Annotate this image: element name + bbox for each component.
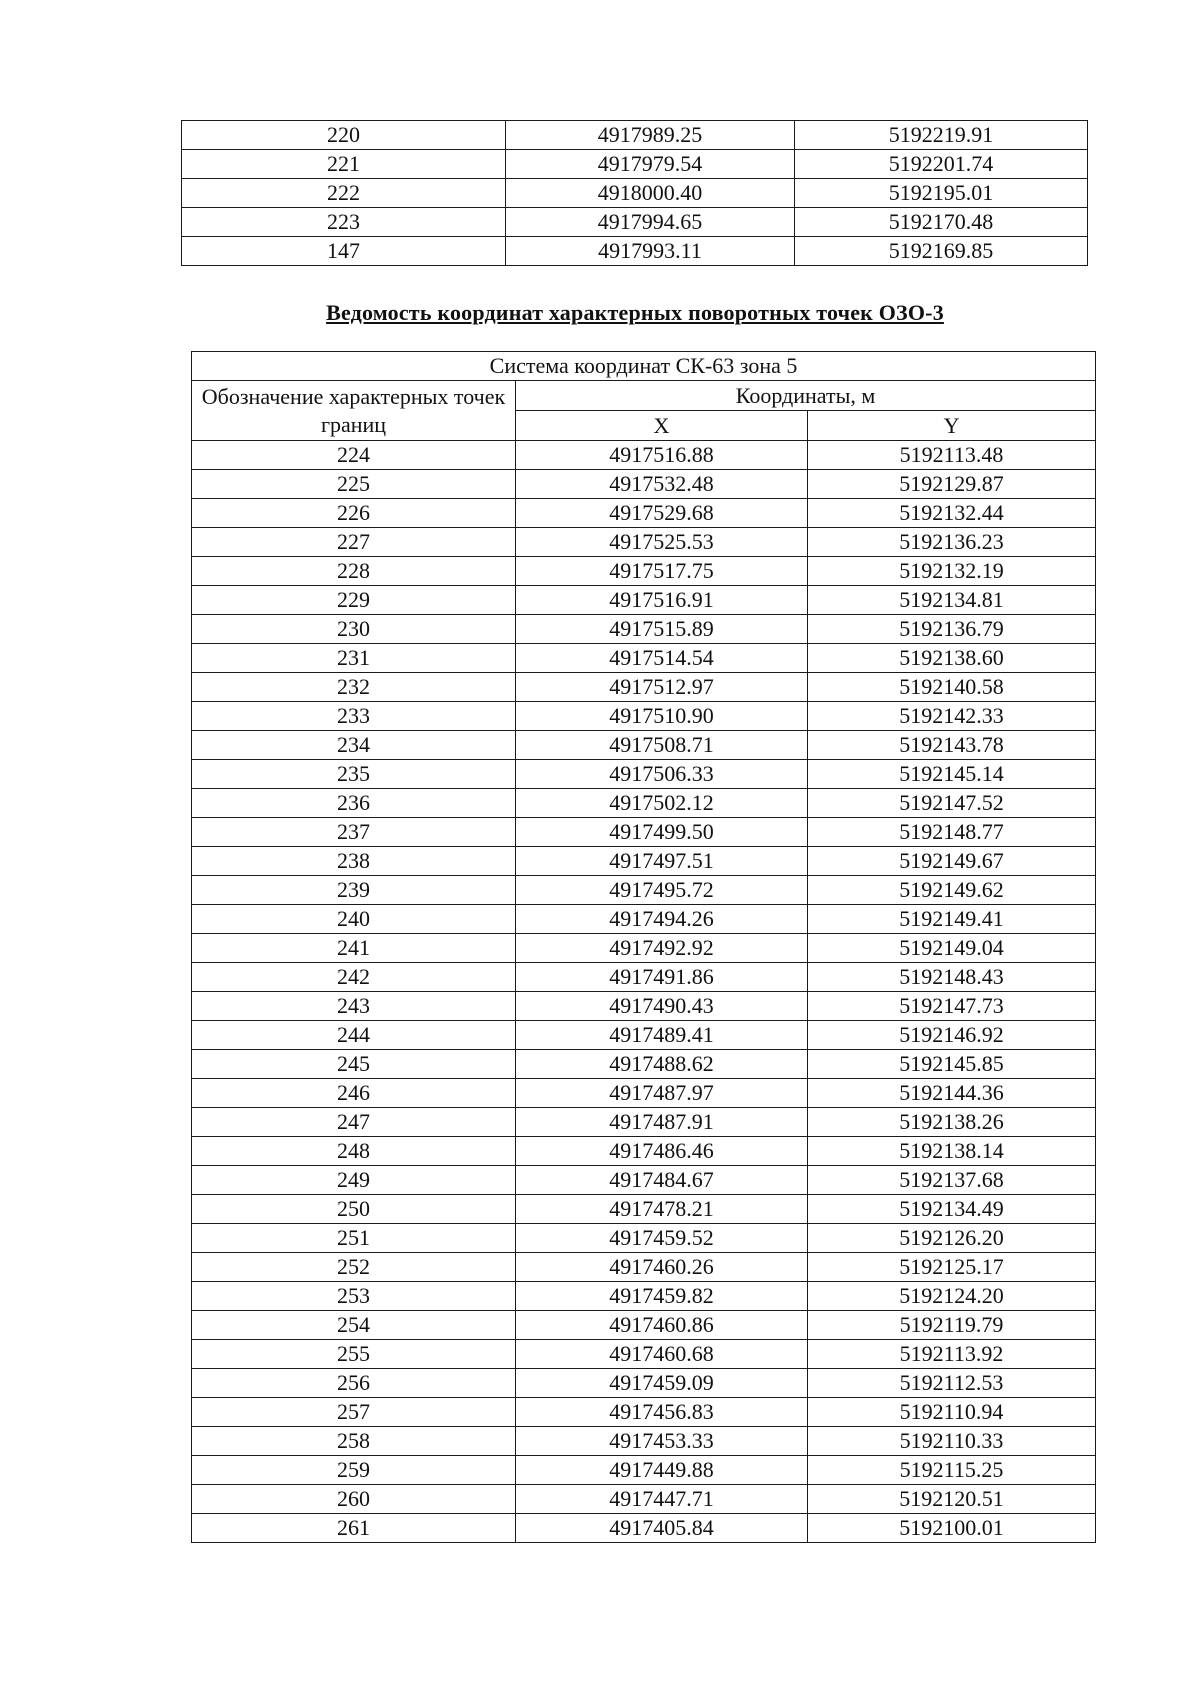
table-row <box>192 1050 1096 1079</box>
table-row <box>192 818 1096 847</box>
x-coordinate-cell: 4917495.72 <box>516 876 808 905</box>
point-number-cell: 254 <box>192 1311 516 1340</box>
x-coordinate-cell: 4917459.82 <box>516 1282 808 1311</box>
y-coordinate-cell: 5192149.67 <box>808 847 1096 876</box>
x-coordinate-cell: 4917514.54 <box>516 644 808 673</box>
table-row <box>192 673 1096 702</box>
table-row <box>192 1485 1096 1514</box>
table-row <box>192 1427 1096 1456</box>
table-row <box>192 847 1096 876</box>
coordinates-header: Координаты, м <box>516 381 1096 411</box>
coordinates-table <box>191 351 1096 1543</box>
continuation-table <box>181 120 1088 266</box>
x-coordinate-cell: 4917532.48 <box>516 470 808 499</box>
y-coordinate-cell: 5192134.81 <box>808 586 1096 615</box>
point-number-cell: 226 <box>192 499 516 528</box>
table-row <box>192 1253 1096 1282</box>
point-number-cell: 224 <box>192 441 516 470</box>
y-coordinate-cell: 5192146.92 <box>808 1021 1096 1050</box>
y-coordinate-cell: 5192132.19 <box>808 557 1096 586</box>
point-number-cell: 228 <box>192 557 516 586</box>
point-number-cell: 251 <box>192 1224 516 1253</box>
point-number-cell: 260 <box>192 1485 516 1514</box>
table-row <box>192 644 1096 673</box>
table-row <box>192 557 1096 586</box>
point-number-cell: 250 <box>192 1195 516 1224</box>
table-row <box>182 237 1088 266</box>
x-coordinate-cell: 4917993.11 <box>506 237 795 266</box>
point-number-cell: 239 <box>192 876 516 905</box>
y-coordinate-cell: 5192138.14 <box>808 1137 1096 1166</box>
table-row <box>192 499 1096 528</box>
y-coordinate-cell: 5192145.14 <box>808 760 1096 789</box>
point-number-cell: 257 <box>192 1398 516 1427</box>
x-coordinate-cell: 4917460.68 <box>516 1340 808 1369</box>
y-coordinate-cell: 5192112.53 <box>808 1369 1096 1398</box>
y-coordinate-cell: 5192138.60 <box>808 644 1096 673</box>
point-number-cell: 235 <box>192 760 516 789</box>
x-coordinate-cell: 4917453.33 <box>516 1427 808 1456</box>
y-column-header: Y <box>808 411 1096 441</box>
y-coordinate-cell: 5192136.23 <box>808 528 1096 557</box>
y-coordinate-cell: 5192136.79 <box>808 615 1096 644</box>
y-coordinate-cell: 5192144.36 <box>808 1079 1096 1108</box>
point-number-cell: 223 <box>182 208 506 237</box>
y-coordinate-cell: 5192147.52 <box>808 789 1096 818</box>
table-row <box>192 1311 1096 1340</box>
point-number-cell: 233 <box>192 702 516 731</box>
table-row <box>192 441 1096 470</box>
y-coordinate-cell: 5192140.58 <box>808 673 1096 702</box>
x-coordinate-cell: 4917979.54 <box>506 150 795 179</box>
x-coordinate-cell: 4917492.92 <box>516 934 808 963</box>
point-number-cell: 246 <box>192 1079 516 1108</box>
y-coordinate-cell: 5192138.26 <box>808 1108 1096 1137</box>
point-number-cell: 237 <box>192 818 516 847</box>
coordinates-table-body <box>192 441 1096 1543</box>
point-number-cell: 220 <box>182 121 506 150</box>
x-coordinate-cell: 4917989.25 <box>506 121 795 150</box>
y-coordinate-cell: 5192148.77 <box>808 818 1096 847</box>
y-coordinate-cell: 5192195.01 <box>795 179 1088 208</box>
table-row <box>182 121 1088 150</box>
x-coordinate-cell: 4917449.88 <box>516 1456 808 1485</box>
y-coordinate-cell: 5192149.62 <box>808 876 1096 905</box>
point-number-cell: 253 <box>192 1282 516 1311</box>
table-row <box>192 789 1096 818</box>
table-row <box>192 731 1096 760</box>
y-coordinate-cell: 5192137.68 <box>808 1166 1096 1195</box>
y-coordinate-cell: 5192143.78 <box>808 731 1096 760</box>
x-coordinate-cell: 4917487.91 <box>516 1108 808 1137</box>
y-coordinate-cell: 5192170.48 <box>795 208 1088 237</box>
point-number-cell: 256 <box>192 1369 516 1398</box>
table-row <box>182 179 1088 208</box>
y-coordinate-cell: 5192110.94 <box>808 1398 1096 1427</box>
table-row <box>192 1021 1096 1050</box>
table-row <box>192 1079 1096 1108</box>
y-coordinate-cell: 5192132.44 <box>808 499 1096 528</box>
point-number-cell: 231 <box>192 644 516 673</box>
y-coordinate-cell: 5192126.20 <box>808 1224 1096 1253</box>
point-number-cell: 230 <box>192 615 516 644</box>
table-row <box>192 1514 1096 1543</box>
y-coordinate-cell: 5192110.33 <box>808 1427 1096 1456</box>
table-row <box>192 702 1096 731</box>
table-row <box>192 528 1096 557</box>
table-row <box>192 992 1096 1021</box>
y-coordinate-cell: 5192147.73 <box>808 992 1096 1021</box>
y-coordinate-cell: 5192142.33 <box>808 702 1096 731</box>
y-coordinate-cell: 5192113.92 <box>808 1340 1096 1369</box>
x-coordinate-cell: 4917459.09 <box>516 1369 808 1398</box>
x-coordinate-cell: 4917478.21 <box>516 1195 808 1224</box>
table-row <box>192 963 1096 992</box>
table-row <box>192 1282 1096 1311</box>
x-coordinate-cell: 4917529.68 <box>516 499 808 528</box>
point-number-cell: 252 <box>192 1253 516 1282</box>
table-row <box>192 1369 1096 1398</box>
point-number-cell: 247 <box>192 1108 516 1137</box>
x-coordinate-cell: 4917510.90 <box>516 702 808 731</box>
x-coordinate-cell: 4917460.86 <box>516 1311 808 1340</box>
point-number-cell: 249 <box>192 1166 516 1195</box>
point-number-cell: 234 <box>192 731 516 760</box>
x-coordinate-cell: 4917499.50 <box>516 818 808 847</box>
x-coordinate-cell: 4917494.26 <box>516 905 808 934</box>
y-coordinate-cell: 5192124.20 <box>808 1282 1096 1311</box>
point-number-cell: 248 <box>192 1137 516 1166</box>
table-row <box>182 150 1088 179</box>
continuation-table-body <box>182 121 1088 266</box>
point-number-cell: 147 <box>182 237 506 266</box>
x-coordinate-cell: 4917502.12 <box>516 789 808 818</box>
point-number-cell: 259 <box>192 1456 516 1485</box>
x-coordinate-cell: 4918000.40 <box>506 179 795 208</box>
table-row <box>192 1166 1096 1195</box>
point-number-cell: 255 <box>192 1340 516 1369</box>
y-coordinate-cell: 5192134.49 <box>808 1195 1096 1224</box>
y-coordinate-cell: 5192145.85 <box>808 1050 1096 1079</box>
table-row <box>192 1398 1096 1427</box>
table-row <box>192 586 1096 615</box>
x-coordinate-cell: 4917456.83 <box>516 1398 808 1427</box>
table-row <box>192 876 1096 905</box>
x-column-header: X <box>516 411 808 441</box>
point-number-cell: 229 <box>192 586 516 615</box>
y-coordinate-cell: 5192100.01 <box>808 1514 1096 1543</box>
point-number-cell: 245 <box>192 1050 516 1079</box>
point-number-cell: 238 <box>192 847 516 876</box>
x-coordinate-cell: 4917447.71 <box>516 1485 808 1514</box>
point-number-cell: 241 <box>192 934 516 963</box>
y-coordinate-cell: 5192125.17 <box>808 1253 1096 1282</box>
x-coordinate-cell: 4917515.89 <box>516 615 808 644</box>
y-coordinate-cell: 5192219.91 <box>795 121 1088 150</box>
point-number-cell: 244 <box>192 1021 516 1050</box>
table-row <box>192 1340 1096 1369</box>
table-row <box>192 905 1096 934</box>
x-coordinate-cell: 4917488.62 <box>516 1050 808 1079</box>
table-row <box>192 1224 1096 1253</box>
y-coordinate-cell: 5192169.85 <box>795 237 1088 266</box>
coordinates-table-header <box>192 352 1096 441</box>
point-number-cell: 236 <box>192 789 516 818</box>
x-coordinate-cell: 4917405.84 <box>516 1514 808 1543</box>
x-coordinate-cell: 4917489.41 <box>516 1021 808 1050</box>
y-coordinate-cell: 5192149.41 <box>808 905 1096 934</box>
coordinate-system-cell: Система координат СК-63 зона 5 <box>192 352 1096 381</box>
x-coordinate-cell: 4917512.97 <box>516 673 808 702</box>
y-coordinate-cell: 5192120.51 <box>808 1485 1096 1514</box>
point-number-cell: 222 <box>182 179 506 208</box>
table-row <box>192 1108 1096 1137</box>
x-coordinate-cell: 4917516.91 <box>516 586 808 615</box>
x-coordinate-cell: 4917506.33 <box>516 760 808 789</box>
y-coordinate-cell: 5192129.87 <box>808 470 1096 499</box>
x-coordinate-cell: 4917525.53 <box>516 528 808 557</box>
x-coordinate-cell: 4917459.52 <box>516 1224 808 1253</box>
y-coordinate-cell: 5192148.43 <box>808 963 1096 992</box>
x-coordinate-cell: 4917491.86 <box>516 963 808 992</box>
x-coordinate-cell: 4917484.67 <box>516 1166 808 1195</box>
x-coordinate-cell: 4917460.26 <box>516 1253 808 1282</box>
table-row <box>192 470 1096 499</box>
x-coordinate-cell: 4917517.75 <box>516 557 808 586</box>
table-row <box>182 208 1088 237</box>
table-row <box>192 760 1096 789</box>
y-coordinate-cell: 5192115.25 <box>808 1456 1096 1485</box>
x-coordinate-cell: 4917486.46 <box>516 1137 808 1166</box>
table-row <box>192 1137 1096 1166</box>
point-number-cell: 243 <box>192 992 516 1021</box>
point-designation-header: Обозначение характерных точек границ <box>192 381 516 441</box>
table-row <box>192 934 1096 963</box>
point-number-cell: 232 <box>192 673 516 702</box>
table-row <box>192 615 1096 644</box>
point-number-cell: 221 <box>182 150 506 179</box>
y-coordinate-cell: 5192119.79 <box>808 1311 1096 1340</box>
table-row <box>192 1456 1096 1485</box>
point-number-cell: 261 <box>192 1514 516 1543</box>
x-coordinate-cell: 4917516.88 <box>516 441 808 470</box>
x-coordinate-cell: 4917487.97 <box>516 1079 808 1108</box>
x-coordinate-cell: 4917490.43 <box>516 992 808 1021</box>
point-number-cell: 258 <box>192 1427 516 1456</box>
point-number-cell: 225 <box>192 470 516 499</box>
document-title: Ведомость координат характерных поворотных точек ОЗО-3 <box>326 300 944 325</box>
point-number-cell: 242 <box>192 963 516 992</box>
x-coordinate-cell: 4917497.51 <box>516 847 808 876</box>
x-coordinate-cell: 4917508.71 <box>516 731 808 760</box>
point-number-cell: 240 <box>192 905 516 934</box>
x-coordinate-cell: 4917994.65 <box>506 208 795 237</box>
y-coordinate-cell: 5192113.48 <box>808 441 1096 470</box>
table-row <box>192 1195 1096 1224</box>
point-number-cell: 227 <box>192 528 516 557</box>
y-coordinate-cell: 5192149.04 <box>808 934 1096 963</box>
y-coordinate-cell: 5192201.74 <box>795 150 1088 179</box>
